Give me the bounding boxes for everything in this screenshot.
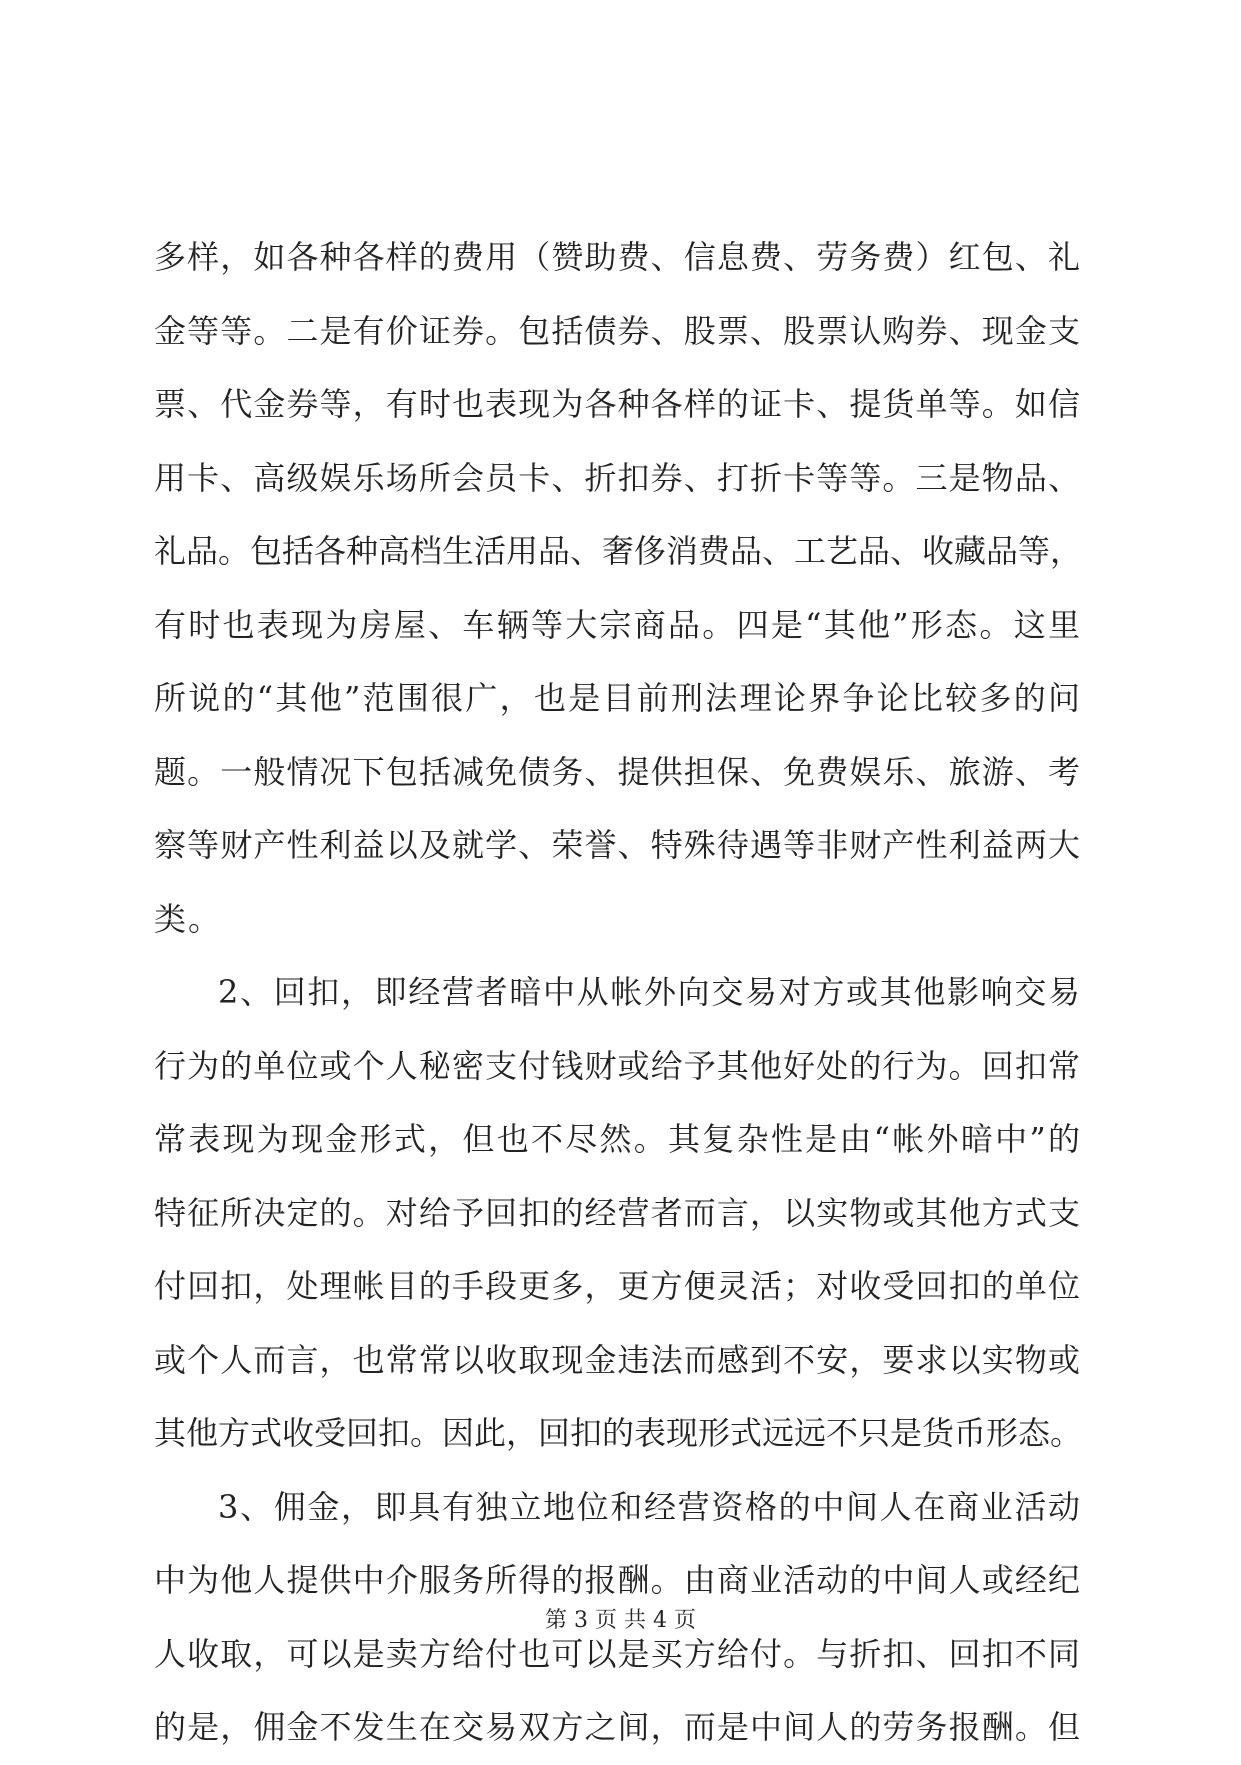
body-text	[154, 221, 1083, 1765]
page-number-footer: 第 3 页 共 4 页	[545, 1608, 696, 1633]
text-line: 其他方式收受回扣。因此，回扣的表现形式远远不只是货币形态。	[154, 1414, 1083, 1452]
text-line: 行为的单位或个人秘密支付钱财或给予其他好处的行为。回扣常	[154, 1046, 1080, 1085]
text-line: 用卡、高级娱乐场所会员卡、折扣券、打折卡等等。三是物品、	[154, 458, 1080, 497]
text-line: 付回扣，处理帐目的手段更多，更方便灵活；对收受回扣的单位	[154, 1267, 1080, 1305]
text-line: 的是，佣金不发生在交易双方之间，而是中间人的劳务报酬。但	[154, 1708, 1080, 1746]
paragraph-start-line: 3、佣金，即具有独立地位和经营资格的中间人在商业活动	[218, 1487, 1080, 1526]
text-line: 或个人而言，也常常以收取现金违法而感到不安，要求以实物或	[154, 1340, 1080, 1379]
text-line: 特征所决定的。对给予回扣的经营者而言，以实物或其他方式支	[154, 1193, 1080, 1232]
text-line: 常表现为现金形式，但也不尽然。其复杂性是由“帐外暗中”的	[154, 1120, 1080, 1158]
text-line: 察等财产性利益以及就学、荣誉、特殊待遇等非财产性利益两大	[154, 826, 1080, 864]
text-line: 题。一般情况下包括减免债务、提供担保、免费娱乐、旅游、考	[154, 752, 1080, 791]
text-line: 类。	[154, 899, 223, 938]
text-line: 有时也表现为房屋、车辆等大宗商品。四是“其他”形态。这里	[154, 605, 1080, 644]
text-line: 所说的“其他”范围很广，也是目前刑法理论界争论比较多的问	[154, 679, 1080, 717]
text-line: 中为他人提供中介服务所得的报酬。由商业活动的中间人或经纪	[154, 1561, 1080, 1599]
text-line: 金等等。二是有价证券。包括债券、股票、股票认购券、现金支	[154, 311, 1080, 350]
text-line: 礼品。包括各种高档生活用品、奢侈消费品、工艺品、收藏品等，	[154, 532, 1083, 570]
text-line: 人收取，可以是卖方给付也可以是买方给付。与折扣、回扣不同	[154, 1634, 1080, 1673]
text-line: 多样，如各种各样的费用（赞助费、信息费、劳务费）红包、礼	[154, 238, 1080, 276]
paragraph-start-line: 2、回扣，即经营者暗中从帐外向交易对方或其他影响交易	[218, 973, 1080, 1011]
text-line: 票、代金券等，有时也表现为各种各样的证卡、提货单等。如信	[154, 385, 1080, 423]
